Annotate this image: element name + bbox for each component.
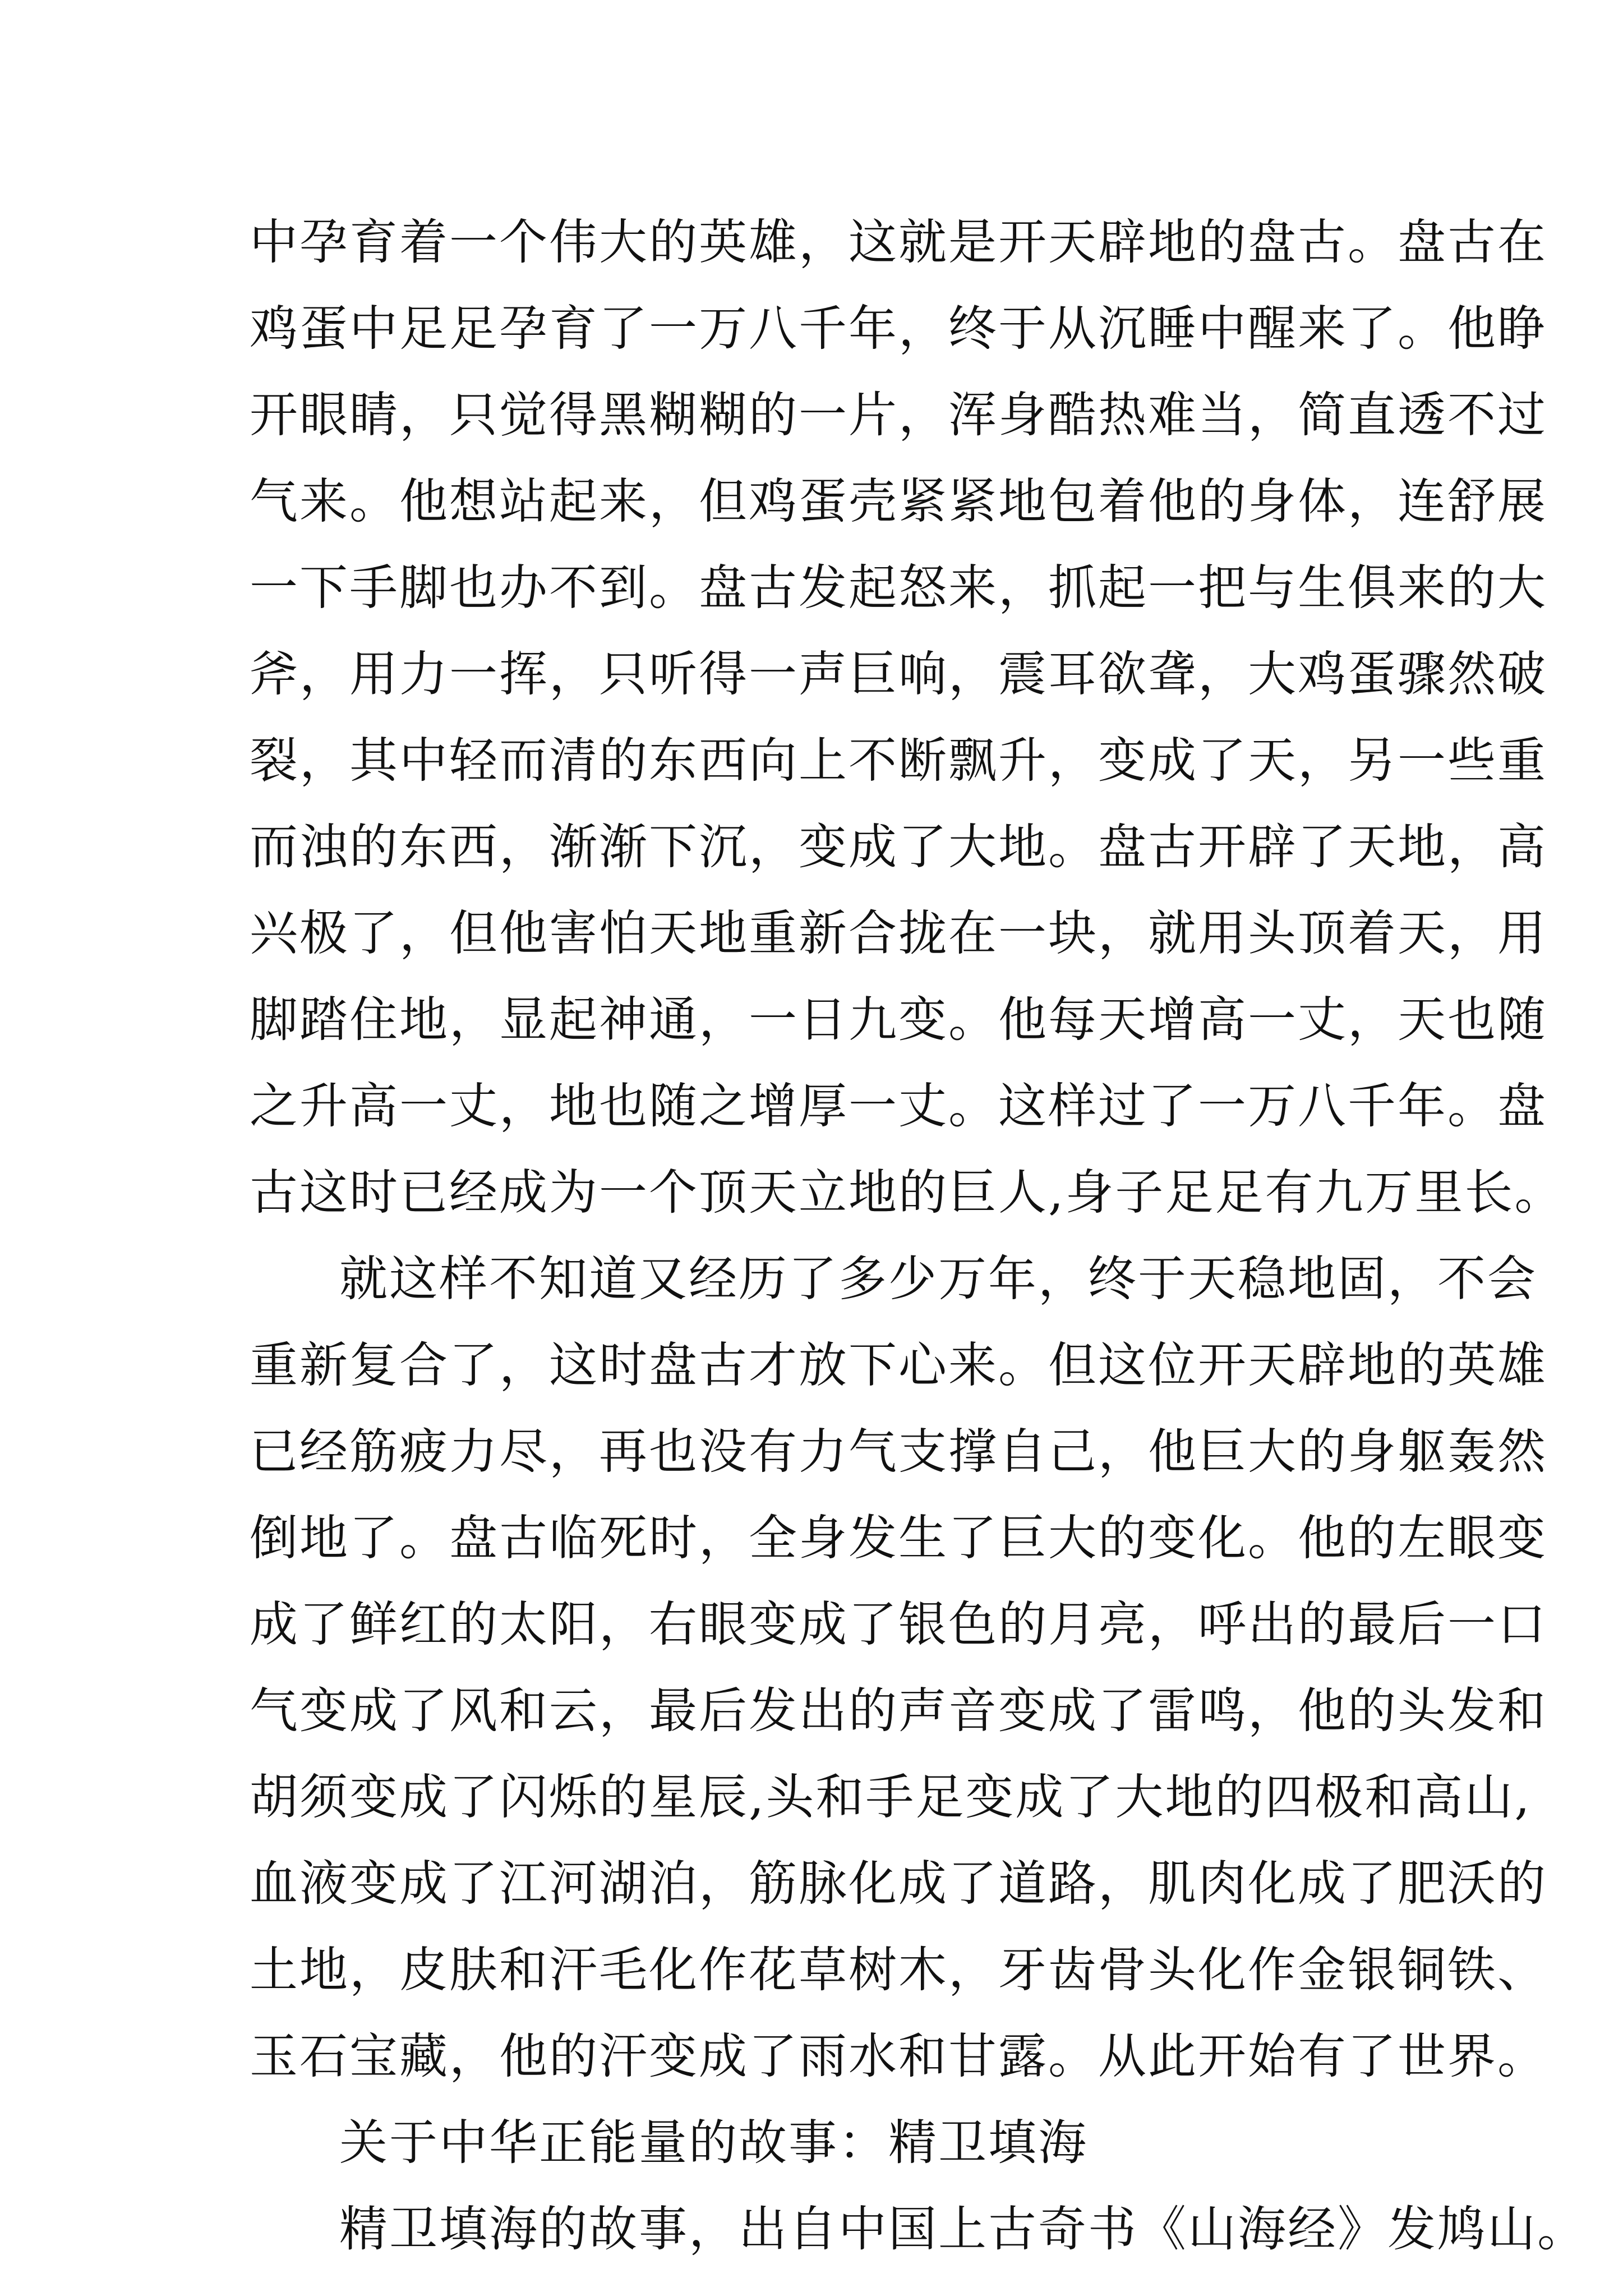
text-line: 气变成了风和云，最后发出的声音变成了雷鸣，他的头发和 <box>250 1683 1547 1739</box>
text-line: 重新复合了，这时盘古才放下心来。但这位开天辟地的英雄 <box>250 1337 1547 1393</box>
text-line: 脚踏住地，显起神通，一日九变。他每天增高一丈，天也随 <box>250 992 1547 1048</box>
paragraph-first-line: 就这样不知道又经历了多少万年，终于天稳地固，不会 <box>339 1251 1537 1307</box>
text-line: 之升高一丈，地也随之增厚一丈。这样过了一万八千年。盘 <box>250 1078 1547 1134</box>
text-line: 胡须变成了闪烁的星辰,头和手足变成了大地的四极和高山, <box>250 1769 1532 1825</box>
text-line: 兴极了，但他害怕天地重新合拢在一块，就用头顶着天，用 <box>250 905 1547 961</box>
section-heading: 关于中华正能量的故事：精卫填海 <box>339 2115 1088 2171</box>
body-text <box>250 199 1587 2272</box>
text-line: 气来。他想站起来，但鸡蛋壳紧紧地包着他的身体，连舒展 <box>250 473 1547 530</box>
text-line: 成了鲜红的太阳，右眼变成了银色的月亮，呼出的最后一口 <box>250 1596 1547 1653</box>
text-line: 古这时已经成为一个顶天立地的巨人,身子足足有九万里长。 <box>250 1165 1565 1221</box>
text-line: 斧，用力一挥，只听得一声巨响，震耳欲聋，大鸡蛋骤然破 <box>250 646 1547 702</box>
text-line: 开眼睛，只觉得黑糊糊的一片，浑身酷热难当，简直透不过 <box>250 387 1547 443</box>
text-line: 玉石宝藏，他的汗变成了雨水和甘露。从此开始有了世界。 <box>250 2028 1547 2085</box>
text-line: 一下手脚也办不到。盘古发起怒来，抓起一把与生俱来的大 <box>250 560 1547 616</box>
text-line: 而浊的东西，渐渐下沉，变成了大地。盘古开辟了天地，高 <box>250 819 1547 875</box>
text-line: 中孕育着一个伟大的英雄，这就是开天辟地的盘古。盘古在 <box>250 214 1547 270</box>
text-line: 血液变成了江河湖泊，筋脉化成了道路，肌肉化成了肥沃的 <box>250 1856 1547 1912</box>
text-line: 鸡蛋中足足孕育了一万八千年，终于从沉睡中醒来了。他睁 <box>250 301 1547 357</box>
text-line: 已经筋疲力尽，再也没有力气支撑自己，他巨大的身躯轰然 <box>250 1424 1547 1480</box>
text-line: 土地，皮肤和汗毛化作花草树木，牙齿骨头化作金银铜铁、 <box>250 1942 1547 1998</box>
text-line: 裂，其中轻而清的东西向上不断飘升，变成了天，另一些重 <box>250 733 1547 789</box>
text-line: 倒地了。盘古临死时，全身发生了巨大的变化。他的左眼变 <box>250 1510 1547 1566</box>
paragraph-first-line: 精卫填海的故事，出自中国上古奇书《山海经》发鸠山。 <box>339 2201 1587 2257</box>
